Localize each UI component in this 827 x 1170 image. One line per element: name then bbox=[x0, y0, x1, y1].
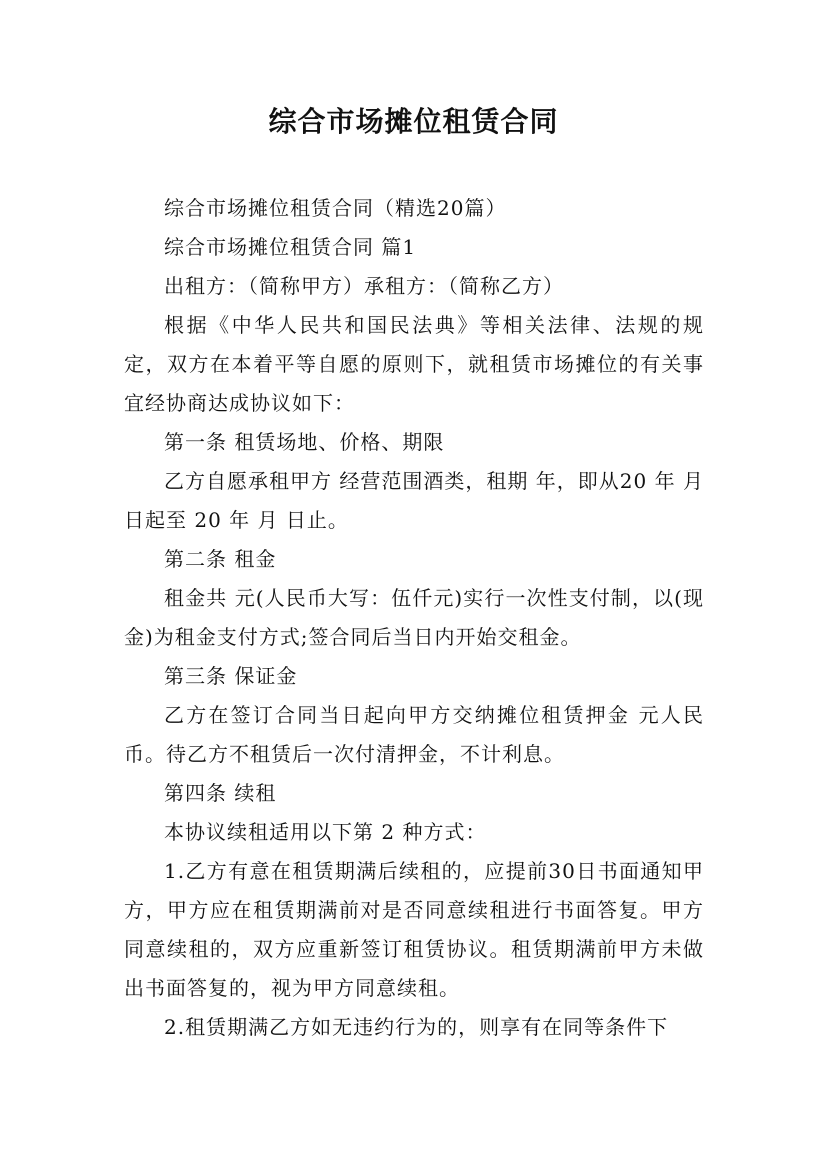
article-4-option-2: 2.租赁期满乙方如无违约行为的，则享有在同等条件下 bbox=[164, 1015, 669, 1039]
paragraph-parties: 出租方：（简称甲方）承租方：（简称乙方） bbox=[164, 274, 564, 298]
article-4-intro: 本协议续租适用以下第 2 种方式： bbox=[164, 820, 487, 844]
article-2-heading: 第二条 租金 bbox=[164, 547, 277, 571]
article-1-heading: 第一条 租赁场地、价格、期限 bbox=[164, 430, 445, 454]
paragraph-preamble: 根据《中华人民共和国民法典》等相关法律、法规的规定，双方在本着平等自愿的原则下，就租赁市场摊位的有关事宜经协商达成协议如下： bbox=[124, 313, 704, 415]
paragraph-section-heading: 综合市场摊位租赁合同 篇1 bbox=[164, 235, 417, 259]
article-2-text: 租金共 元(人民币大写：伍仟元)实行一次性支付制，以(现金)为租金支付方式;签合同后当日内开始交租金。 bbox=[124, 586, 704, 649]
paragraph-subtitle: 综合市场摊位租赁合同（精选20篇） bbox=[164, 196, 507, 220]
document-body bbox=[124, 189, 704, 1047]
article-4-option-1: 1.乙方有意在租赁期满后续租的，应提前30日书面通知甲方，甲方应在租赁期满前对是否同意续租进行书面答复。甲方同意续租的，双方应重新签订租赁协议。租赁期满前甲方未做出书面答复的，视为甲方同意续租。 bbox=[124, 859, 704, 1000]
document-title: 综合市场摊位租赁合同 bbox=[268, 105, 559, 138]
article-1-text: 乙方自愿承租甲方 经营范围酒类，租期 年，即从20 年 月 日起至 20 年 月 日止。 bbox=[124, 469, 704, 532]
article-3-text: 乙方在签订合同当日起向甲方交纳摊位租赁押金 元人民币。待乙方不租赁后一次付清押金，不计利息。 bbox=[124, 703, 704, 766]
article-3-heading: 第三条 保证金 bbox=[164, 664, 298, 688]
article-4-heading: 第四条 续租 bbox=[164, 781, 277, 805]
